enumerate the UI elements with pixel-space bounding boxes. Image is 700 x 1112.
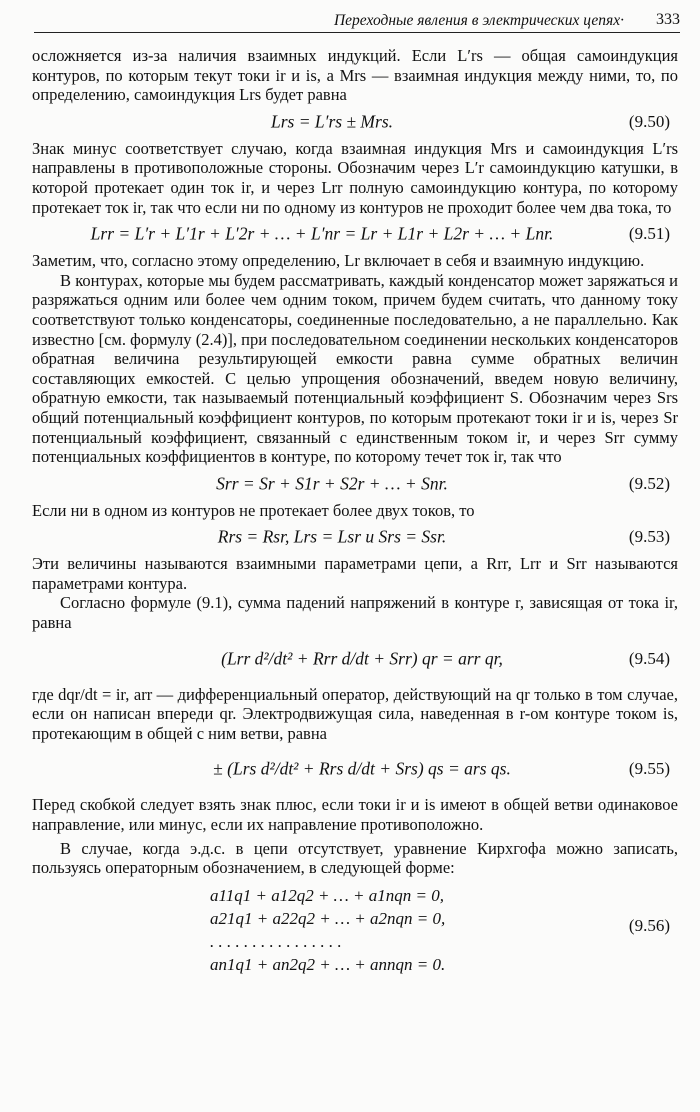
equation-row: a11q1 + a12q2 + … + a1nqn = 0, [210,885,444,905]
equation-9-52 [32,467,678,501]
equation-number: (9.51) [628,224,670,244]
equation-formula: Rrs = Rsr, Lrs = Lsr и Srs = Ssr. [217,526,447,547]
equation-formula: ± (Lrs d²/dt² + Rrs d/dt + Srs) qs = ars qs. [213,758,511,779]
equation-row: an1q1 + an2q2 + … + annqn = 0. [210,954,446,974]
equation-9-53 [32,520,678,554]
equation-9-55 [32,743,678,795]
paragraph-2: Знак минус соответствует случаю, когда взаимная индукция Mrs и самоиндукция L′rs направлены в противоположные стороны. Обозначим через L′r самоиндукцию катушки, в которой протекает один ток ir, и через Lrr полную самоиндукцию контура, по которому протекает ток ir, так что если ни по одному из контуров не проходит более чем два тока, то [32,138,678,217]
equation-number: (9.56) [628,915,670,935]
running-title: Переходные явления в электрических цепях· [333,12,624,29]
equation-9-54 [32,633,678,685]
equation-row-ellipsis: . . . . . . . . . . . . . . . . [210,931,342,951]
equation-formula: Lrr = L′r + L′1r + L′2r + … + L′nr = Lr + L1r + L2r + … + Lnr. [90,223,554,244]
page-body [32,46,678,982]
equation-9-50 [32,105,678,139]
page-number: 333 [656,11,680,28]
equation-number: (9.55) [628,759,670,779]
equation-formula: Srr = Sr + S1r + S2r + … + Snr. [216,473,448,494]
paragraph-1: осложняется из-за наличия взаимных индукций. Если L′rs — общая самоиндукция контуров, по которым текут токи ir и is, а Mrs — взаимная индукция между ними, то, по определению, самоиндукция Lrs будет равна [32,46,678,105]
paragraph-10: В случае, когда э.д.с. в цепи отсутствует, уравнение Кирхгофа можно записать, пользуясь операторным обозначением, в следующей форме: [32,838,678,878]
equation-system-9-56 [32,878,678,982]
equation-row: a21q1 + a22q2 + … + a2nqn = 0, [210,908,446,928]
running-header [34,10,680,33]
paragraph-7: Согласно формуле (9.1), сумма падений напряжений в контуре r, зависящая от тока ir, равна [32,593,678,633]
paragraph-5: Если ни в одном из контуров не протекает более двух токов, то [32,500,475,520]
equation-system-rows [210,884,445,976]
paragraph-4: В контурах, которые мы будем рассматривать, каждый конденсатор может заряжаться и разряжаться одним или более чем одним током, причем будем считать, что данному току соответствуют только конденсаторы, соединенные последовательно, а не параллельно. Как известно [см. формулу (2.4)], при последовательном соединении нескольких конденсаторов обратная величина результирующей емкости равна сумме обратных величин составляющих емкостей. С целью упрощения обозначений, введем новую величину, обратную емкости, так называемый потенциальный коэффициент S. Обозначим через Srs общий потенциальный коэффициент контуров, по которым протекают токи ir и is, через Sr потенциальный коэффициент, связанный с единственным током ir, и через Srr сумму потенциальных коэффициентов в контуре, по которому течет ток ir, так что [32,270,678,467]
equation-number: (9.52) [628,473,670,493]
paragraph-3: Заметим, что, согласно этому определению, Lr включает в себя и взаимную индукцию. [32,251,645,271]
equation-number: (9.54) [628,648,670,668]
paragraph-6: Эти величины называются взаимными параметрами цепи, а Rrr, Lrr и Srr называются параметрами контура. [32,554,678,593]
equation-number: (9.50) [628,111,670,131]
equation-9-51 [32,217,678,251]
paragraph-9: Перед скобкой следует взять знак плюс, если токи ir и is имеют в общей ветви одинаковое направление, или минус, если их направление противоположно. [32,795,678,835]
equation-number: (9.53) [628,527,670,547]
paragraph-8: где dqr/dt = ir, arr — дифференциальный оператор, действующий на qr только в том случае, если он написан впереди qr. Электродвижущая сила, наведенная в r-ом контуре током is, протекающим в общей с ним ветви, равна [32,684,678,743]
equation-formula: (Lrr d²/dt² + Rrr d/dt + Srr) qr = arr qr, [221,648,503,669]
equation-formula: Lrs = L′rs ± Mrs. [270,111,394,132]
